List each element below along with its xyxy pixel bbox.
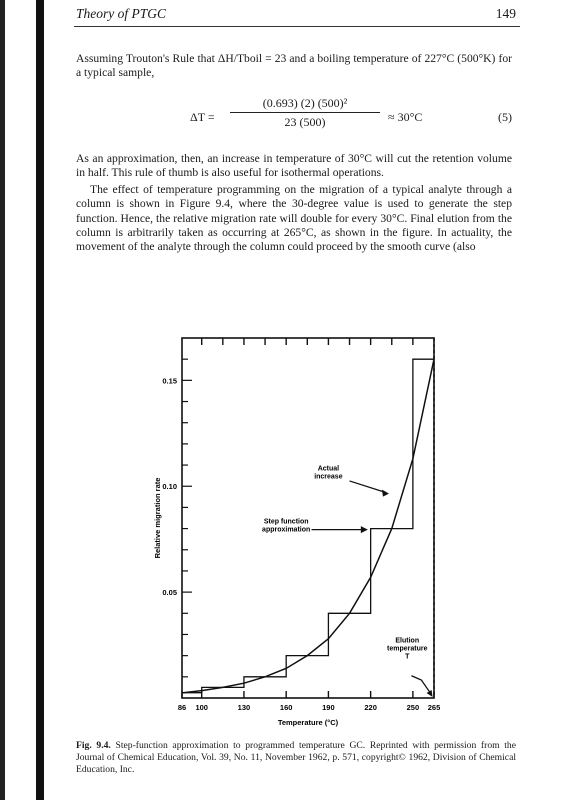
book-spine-edge — [0, 0, 5, 800]
paragraph-effect: The effect of temperature programming on the migration of a typical analyte through a column is shown in Figure 9.4, where the 30-degree value is used to generate the step function. Hence, the relative migration rate will double for every 30°C. Final elution from the column is arbitrarily taken as occurring at 265°C, as shown in the figure. In actuality, the movement of the analyte through the column could proceed by the smooth curve (also — [76, 183, 512, 254]
equation-lhs: ΔT = — [190, 110, 215, 124]
annotation-actual-increase-line: increase — [314, 473, 343, 481]
running-head-title: Theory of PTGC — [76, 6, 167, 21]
figure-caption — [76, 740, 516, 777]
annotation-actual-increase-line: Actual — [317, 465, 340, 473]
equation-number: (5) — [498, 110, 512, 124]
x-tick-label: 265 — [427, 703, 441, 712]
y-tick-label: 0.10 — [162, 482, 177, 492]
x-tick-label: 86 — [177, 703, 187, 712]
migration-rate-chart — [148, 330, 458, 730]
annotation-elution — [387, 638, 428, 661]
arrowhead-actual-increase — [382, 490, 389, 497]
arrow-elution — [411, 676, 431, 694]
figure-9-4 — [148, 330, 458, 735]
equation-denominator: 23 (500) — [284, 115, 326, 129]
x-tick-label: 250 — [406, 703, 420, 712]
header-rule — [74, 26, 520, 27]
annotation-elution-line: Elution — [395, 637, 420, 645]
x-tick-label: 220 — [364, 703, 377, 712]
paragraph-approximation: As an approximation, then, an increase in temperature of 30°C will cut the retention volume in half. This rule of thumb is also useful for isothermal operations. — [76, 152, 512, 180]
page-number: 149 — [495, 6, 516, 21]
annotation-elution-line: temperature — [387, 645, 428, 653]
book-gutter-shadow — [36, 0, 44, 800]
annotation-elution-line: T — [405, 653, 410, 661]
annotation-step-function-line: Step function — [263, 518, 309, 526]
caption-text: Step-function approximation to programmed temperature GC. Reprinted with permission from the Journal of Chemical Education, Vol. 39, No. 11, November 1962, p. 571, copyright© 1962, Division of Chemical Education, Inc. — [76, 740, 516, 776]
equation-5 — [120, 96, 520, 140]
x-tick-label: 100 — [195, 703, 208, 712]
x-tick-label: 190 — [322, 703, 335, 712]
arrow-actual-increase — [350, 481, 387, 493]
x-tick-label: 130 — [237, 703, 251, 712]
x-tick-label: 160 — [279, 703, 293, 712]
arrowhead-step-function — [361, 526, 368, 533]
y-tick-label: 0.15 — [162, 376, 177, 386]
y-axis-label: Relative migration rate — [153, 477, 162, 559]
x-axis-label: Temperature (°C) — [277, 718, 339, 727]
equation-fraction — [230, 96, 380, 130]
y-tick-label: 0.05 — [162, 588, 177, 598]
annotation-step-function — [262, 518, 310, 533]
annotation-actual-increase — [314, 465, 343, 480]
running-head — [76, 6, 516, 22]
annotation-step-function-line: approximation — [262, 526, 311, 534]
caption-label: Fig. 9.4. — [76, 740, 111, 751]
equation-numerator: (0.693) (2) (500)² — [230, 96, 380, 113]
paragraph-trouton: Assuming Trouton's Rule that ΔH/Tboil = 23 and a boiling temperature of 227°C (500°K) for a typical sample, — [76, 52, 512, 80]
equation-rhs: ≈ 30°C — [388, 110, 423, 124]
